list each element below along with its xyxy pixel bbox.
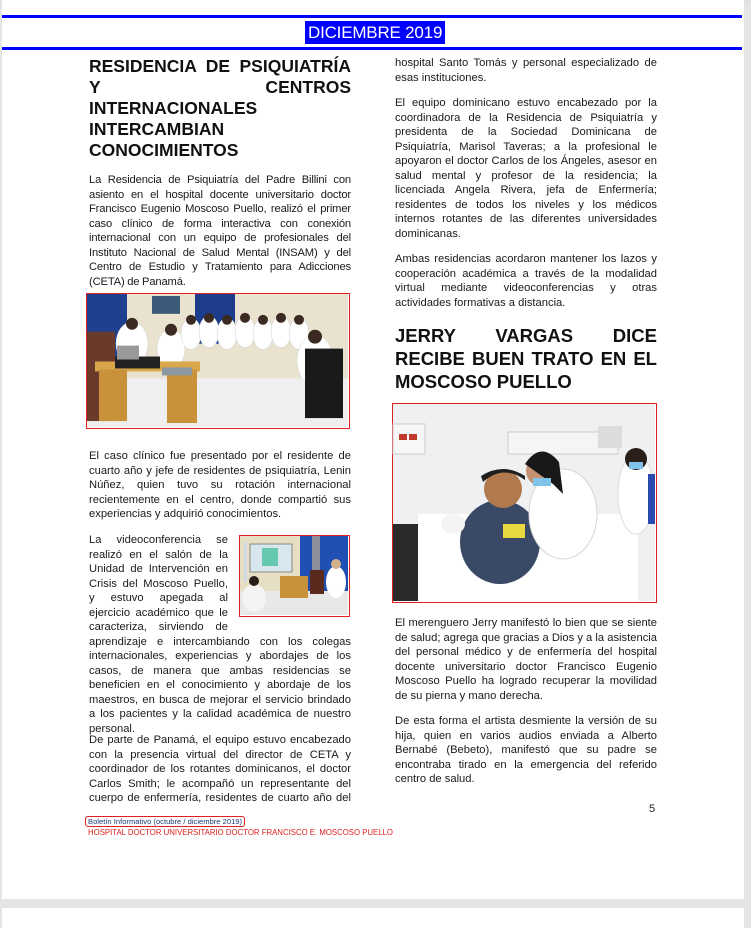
right-column xyxy=(395,56,657,393)
conference-audience-image xyxy=(87,294,348,427)
left-column-continued xyxy=(89,449,351,522)
article-paragraph: La Residencia de Psiquiatría del Padre Billini con asiento en el hospital docente universitario doctor Francisco Eugenio Moscoso Puello, realizó el primer caso clínico de forma interactiva con conexión internacional con un equipo de profesionales del Instituto Nacional de Salud Mental (INSAM) y del Centro de Estudio y Tratamiento para Adicciones (CETA) de Panamá. xyxy=(89,174,351,288)
header-rule-bottom xyxy=(2,47,742,50)
article-title-jerry-vargas: JERRY VARGAS DICE RECIBE BUEN TRATO EN EL MOSCOSO PUELLO xyxy=(395,325,657,392)
article-paragraph: El equipo dominicano estuvo encabezado por la coordinadora de la Residencia de Psiquiatría y presidenta de la Sociedad Dominicana de Psiquiatría, Marisol Taveras; a la profesional le apoyaron el doctor Carlos de los Ángeles, asesor en salud mental y profesor de la residencia; la licenciada Angela Rivera, jefa de Enfermería; residentes de todos los niveles y los médicos internos rotantes de las diferentes universidades dominicanas. xyxy=(395,97,657,240)
right-column-bottom xyxy=(395,616,657,787)
photo-videoconference-room xyxy=(239,535,350,617)
left-column xyxy=(89,56,351,289)
bulletin-label: Boletín Informativo (octubre / diciembre 2019) xyxy=(85,816,245,827)
article-title-residencia: RESIDENCIA DE PSIQUIATRÍA Y CENTROS INTERNACIONALES INTERCAMBIAN CONOCIMIENTOS xyxy=(89,56,351,160)
left-column-bottom xyxy=(89,733,351,804)
issue-month-banner: DICIEMBRE 2019 xyxy=(305,21,445,44)
page-number: 5 xyxy=(649,803,656,815)
header-rule-top xyxy=(2,15,742,18)
next-document-page xyxy=(2,908,744,928)
article-paragraph: La videoconferencia se realizó en el salón de la Unidad de Intervención en Crisis del Moscoso Puello, y estuvo apegada al ejercicio académico que le caracteriza, sirviendo de aprendizaje e intercambiando con los colegas internacionales, experiencias y abordajes de los casos, de manera que ambas residencias se beneficien en el conocimiento y abordaje de los maestros, en busca de mejorar el servicio brindado a los pacientes y la calidad académica de nuestro personal. xyxy=(89,534,351,735)
hospital-name-footer: HOSPITAL DOCTOR UNIVERSITARIO DOCTOR FRANCISCO E. MOSCOSO PUELLO xyxy=(88,828,393,837)
jerry-vargas-hospital-image xyxy=(393,404,655,601)
article-paragraph: El caso clínico fue presentado por el residente de cuarto año y jefe de residentes de psiquiatría, Lenin Núñez, quien tuvo su rotación internacional recientemente en el centro, donde compartió sus experiencias y adquirió conocimientos. xyxy=(89,450,351,520)
article-paragraph: De parte de Panamá, el equipo estuvo encabezado con la presencia virtual del director de CETA y coordinador de los rotantes dominicanos, el doctor Carlos Smith; le acompañó un representante del cuerpo de enfermería, residentes de cuarto año del xyxy=(89,734,351,804)
article-paragraph: De esta forma el artista desmiente la versión de su hija, quien en varios audios enviada a Alberto Bernabé (Bebeto), manifestó que su padre se encontraba tirado en la emergencia del referido centro de salud. xyxy=(395,715,657,785)
videoconference-room-image xyxy=(240,536,348,615)
article-paragraph: Ambas residencias acordaron mantener los lazos y cooperación académica a través de la modalidad virtual mediante videoconferencias y otras actividades formativas a distancia. xyxy=(395,253,657,309)
article-paragraph-continuation: hospital Santo Tomás y personal especializado de esas instituciones. xyxy=(395,57,657,84)
article-paragraph: El merenguero Jerry manifestó lo bien que se siente de salud; agrega que gracias a Dios y a la asistencia del personal médico y de enfermería del hospital docente universitario doctor Francisco Eugenio Moscoso Puello ha logrado recuperar la movilidad de su pierna y mano derecha. xyxy=(395,617,657,702)
photo-conference-audience xyxy=(86,293,350,429)
photo-jerry-vargas-hospital xyxy=(392,403,657,603)
